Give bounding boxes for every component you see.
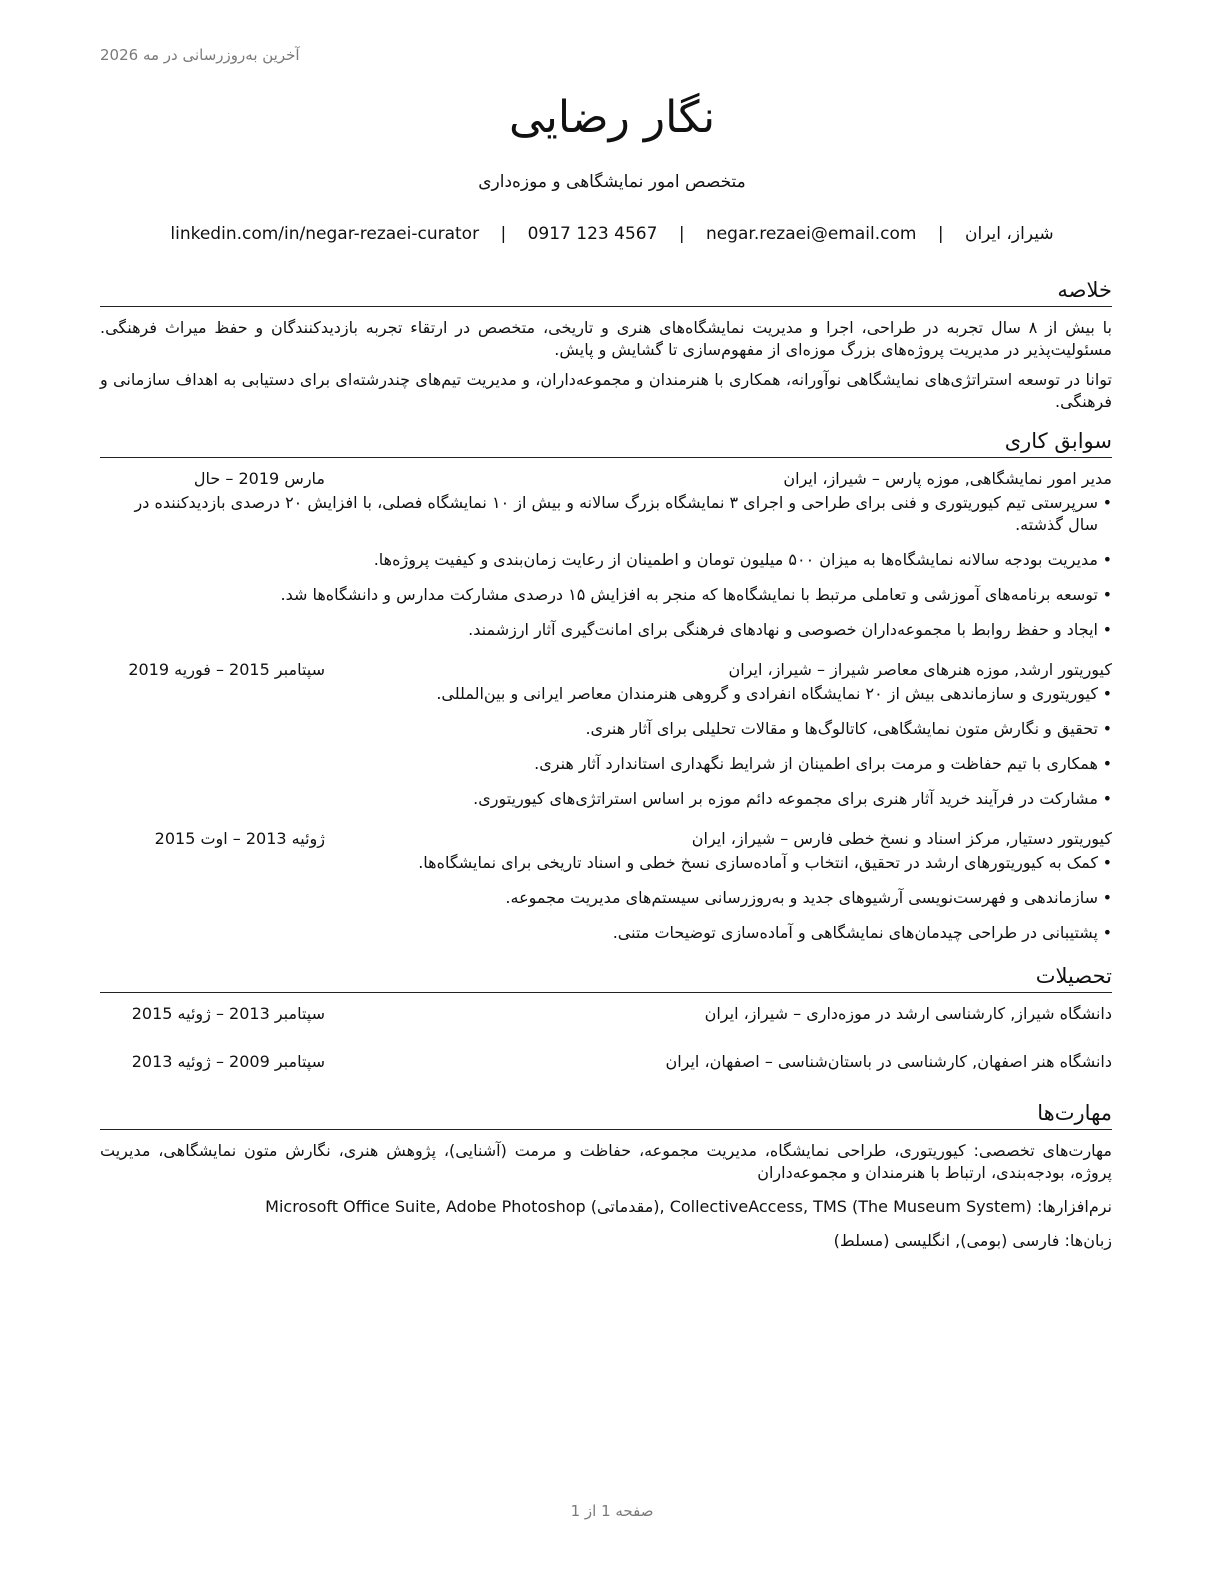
separator: |	[937, 224, 944, 244]
location: شیراز، ایران	[964, 224, 1054, 244]
section-heading: سوابق کاری	[100, 427, 1112, 458]
education-dates: سپتامبر 2013 – ژوئیه 2015	[131, 1004, 325, 1023]
separator: |	[678, 224, 685, 244]
bullet-item: • سرپرستی تیم کیوریتوری و فنی برای طراحی و اجرای ۳ نمایشگاه بزرگ سالانه و بیش از ۱۰ نمایشگاه فصلی، با افزایش ۲۰ درصدی بازدیدکننده در سال گذشته.	[100, 492, 1098, 536]
software-skills	[100, 1196, 1112, 1218]
section-heading: خلاصه	[100, 276, 1112, 307]
section-heading: تحصیلات	[100, 962, 1112, 993]
job-header	[100, 659, 1112, 681]
job-header	[100, 828, 1112, 850]
job-role: کیوریتور دستیار, مرکز اسناد و نسخ خطی فارس – شیراز، ایران	[691, 829, 1112, 848]
bullet-item: • مدیریت بودجه سالانه نمایشگاه‌ها به میزان ۵۰۰ میلیون تومان و اطمینان از رعایت زمان‌بندی و کیفیت پروژه‌ها.	[100, 549, 1098, 571]
language-skills: زبان‌ها: فارسی (بومی), انگلیسی (مسلط)	[833, 1231, 1112, 1250]
job-header	[100, 468, 1112, 490]
resume-content	[100, 276, 1112, 1264]
bullet-item: • کیوریتوری و سازماندهی بیش از ۲۰ نمایشگاه انفرادی و گروهی هنرمندان معاصر ایرانی و بین‌المللی.	[100, 683, 1098, 705]
experience-section	[100, 427, 1112, 944]
bullet-item: • توسعه برنامه‌های آموزشی و تعاملی مرتبط با نمایشگاه‌ها که منجر به افزایش ۱۵ درصدی مشارکت مدارس و دانشگاه‌ها شد.	[100, 584, 1098, 606]
summary-section	[100, 276, 1112, 413]
summary-paragraph: توانا در توسعه استراتژی‌های نمایشگاهی نوآورانه، همکاری با هنرمندان و مجموعه‌داران، و مدیریت تیم‌های چندرشته‌ای برای دستیابی به اهداف سازمانی و فرهنگی.	[100, 370, 1112, 411]
bullet-item: • سازماندهی و فهرست‌نویسی آرشیوهای جدید و به‌روزرسانی سیستم‌های مدیریت مجموعه.	[100, 887, 1098, 909]
job-dates: سپتامبر 2015 – فوریه 2019	[128, 660, 325, 679]
education-dates: سپتامبر 2009 – ژوئیه 2013	[131, 1052, 325, 1071]
candidate-title: متخصص امور نمایشگاهی و موزه‌داری	[478, 172, 746, 192]
candidate-name: نگار رضایی	[508, 92, 716, 143]
summary-paragraph: با بیش از ۸ سال تجربه در طراحی، اجرا و مدیریت نمایشگاه‌های هنری و تاریخی، متخصص در ارتقاء تجربه بازدیدکنندگان و حفظ میراث فرهنگی. مسئولیت‌پذیر در مدیریت پروژه‌های بزرگ موزه‌ای از مفهوم‌سازی تا گشایش و پایش.	[100, 318, 1113, 359]
last-updated: آخرین به‌روزرسانی در مه 2026	[100, 46, 300, 64]
education-section	[100, 962, 1112, 1073]
job-bullets	[100, 683, 1112, 810]
bullet-item: • ایجاد و حفظ روابط با مجموعه‌داران خصوصی و نهادهای فرهنگی برای امانت‌گیری آثار ارزشمند.	[100, 619, 1098, 641]
bullet-item: • کمک به کیوریتورهای ارشد در تحقیق، انتخاب و آماده‌سازی نسخ خطی و اسناد تاریخی برای نمایشگاه‌ها.	[100, 852, 1098, 874]
job-entry	[100, 468, 1112, 641]
bullet-item: • مشارکت در فرآیند خرید آثار هنری برای مجموعه دائم موزه بر اساس استراتژی‌های کیوریتوری.	[100, 788, 1098, 810]
bullet-item: • همکاری با تیم حفاظت و مرمت برای اطمینان از شرایط نگهداری استاندارد آثار هنری.	[100, 753, 1098, 775]
software-list: Microsoft Office Suite, Adobe Photoshop (مقدماتی), CollectiveAccess, TMS (The Museum System)	[265, 1197, 1032, 1216]
education-entry	[100, 1051, 1112, 1073]
job-bullets	[100, 852, 1112, 944]
specialist-skills: مهارت‌های تخصصی: کیوریتوری، طراحی نمایشگاه، مدیریت مجموعه، حفاظت و مرمت (آشنایی)، پژوهش هنری، نگارش متون نمایشگاهی، مدیریت پروژه، بودجه‌بندی، ارتباط با هنرمندان و مجموعه‌داران	[100, 1141, 1112, 1182]
education-text: دانشگاه هنر اصفهان, کارشناسی در باستان‌شناسی – اصفهان، ایران	[665, 1052, 1112, 1071]
job-bullets	[100, 492, 1112, 641]
section-heading: مهارت‌ها	[100, 1099, 1112, 1130]
job-entry	[100, 828, 1112, 944]
contact-line	[0, 224, 1224, 244]
linkedin-link[interactable]: linkedin.com/in/negar-rezaei-curator	[170, 224, 480, 244]
job-role: کیوریتور ارشد, موزه هنرهای معاصر شیراز – شیراز، ایران	[728, 660, 1112, 679]
job-dates: مارس 2019 – حال	[193, 469, 325, 488]
email-link[interactable]: negar.rezaei@email.com	[705, 224, 917, 244]
education-text: دانشگاه شیراز, کارشناسی ارشد در موزه‌داری – شیراز، ایران	[704, 1004, 1112, 1023]
job-entry	[100, 659, 1112, 810]
skills-section	[100, 1099, 1112, 1252]
phone-number: 0917 123 4567	[527, 224, 658, 244]
bullet-item: • تحقیق و نگارش متون نمایشگاهی، کاتالوگ‌ها و مقالات تحلیلی برای آثار هنری.	[100, 718, 1098, 740]
bullet-item: • پشتیبانی در طراحی چیدمان‌های نمایشگاهی و آماده‌سازی توضیحات متنی.	[100, 922, 1098, 944]
education-entry	[100, 1003, 1112, 1025]
job-role: مدیر امور نمایشگاهی, موزه پارس – شیراز، ایران	[783, 469, 1112, 488]
job-dates: ژوئیه 2013 – اوت 2015	[154, 829, 325, 848]
separator: |	[500, 224, 507, 244]
page-number: صفحه 1 از 1	[570, 1502, 654, 1520]
software-label: نرم‌افزارها:	[1037, 1197, 1112, 1216]
